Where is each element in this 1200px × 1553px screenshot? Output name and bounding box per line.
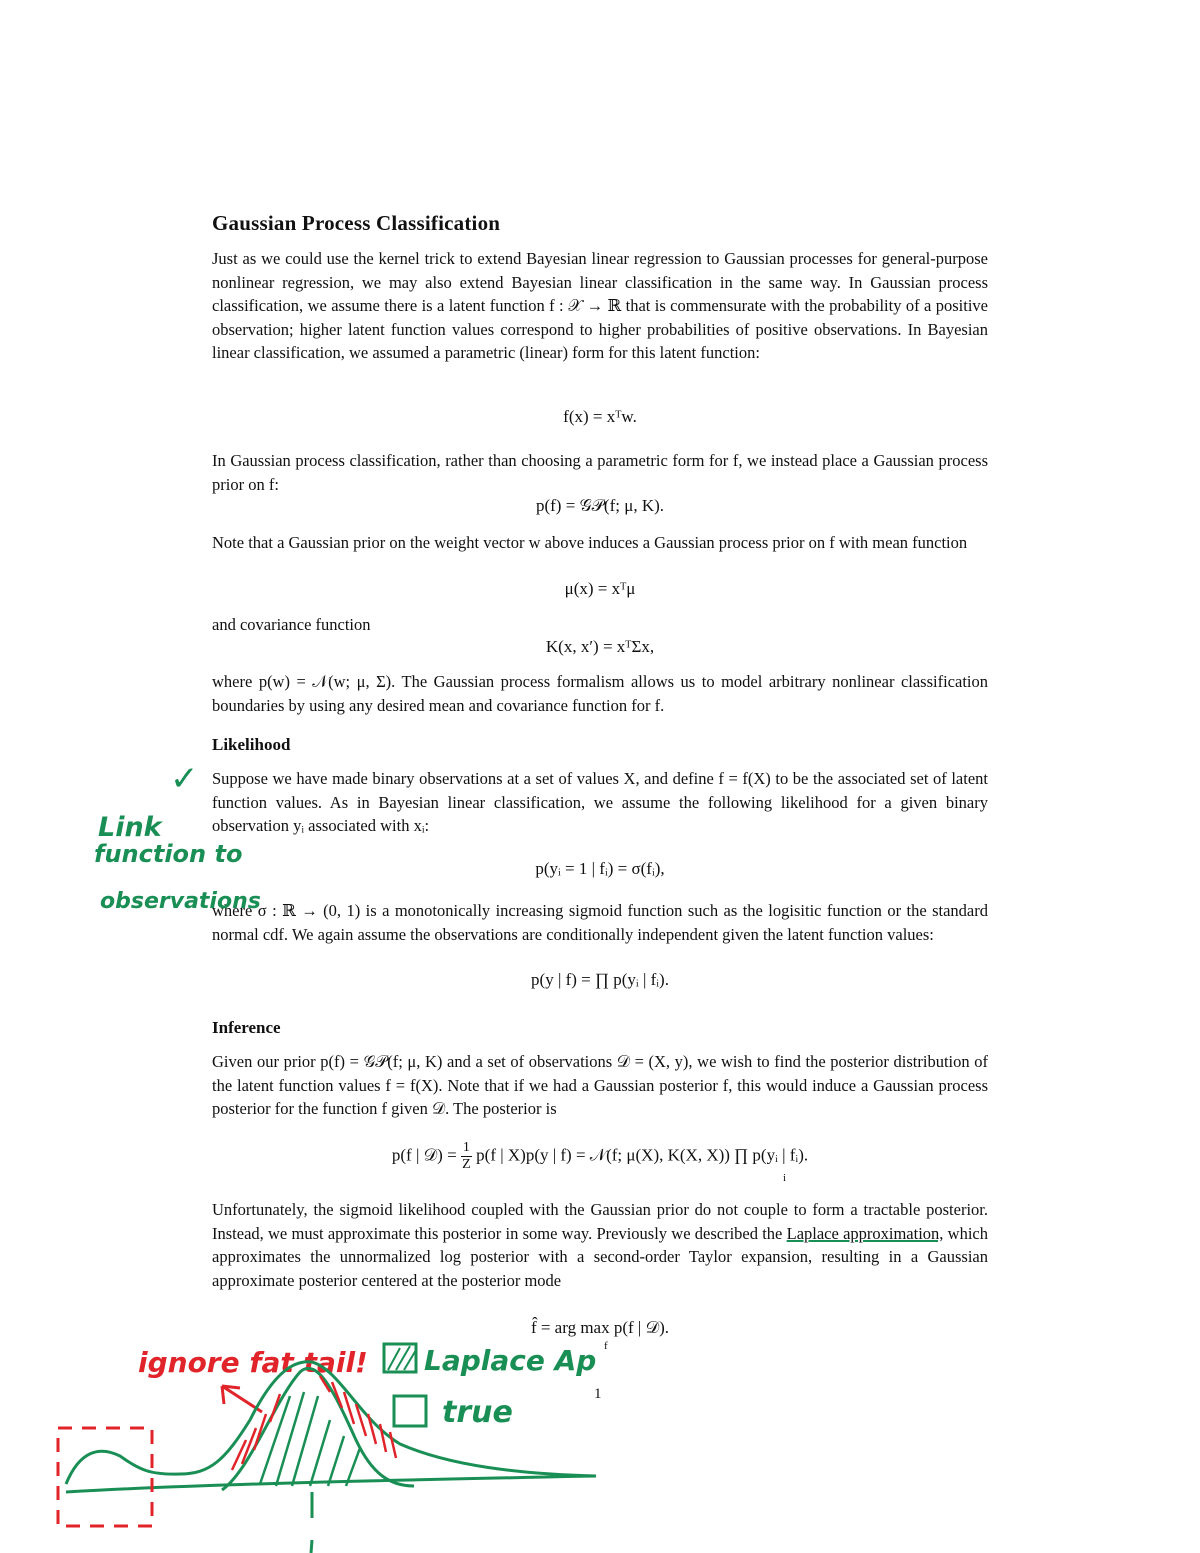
laplace-approx-curve xyxy=(222,1368,414,1490)
laplace-hatch xyxy=(260,1392,360,1486)
sigmoid-paragraph: where σ : ℝ → (0, 1) is a monotonically increasing sigmoid function such as the logisitic function or the standard normal cdf. We again assume the observations are conditionally independent given the latent function values: xyxy=(212,901,988,944)
mode-marker xyxy=(311,1492,312,1553)
weight-prior-paragraph: Note that a Gaussian prior on the weight vector w above induces a Gaussian process prior on f with mean function xyxy=(212,533,968,552)
inference-paragraph: Given our prior p(f) = 𝒢𝒫(f; μ, K) and a set of observations 𝒟 = (X, y), we wish to find the posterior distribution of the latent function values f = f(X). Note that if we had a Gaussian posterior f, this would induce a Gaussian process posterior for the function f given 𝒟. The posterior is xyxy=(212,1052,988,1119)
true-posterior-curve xyxy=(66,1362,596,1484)
posterior-normalizer-fraction xyxy=(461,1140,472,1173)
margin-note-link: Link xyxy=(98,812,162,843)
gp-prior-paragraph: In Gaussian process classification, rather than choosing a parametric form for f, we instead place a Gaussian process prior on f: xyxy=(212,451,988,494)
arrow-icon xyxy=(222,1386,262,1412)
page-number: 1 xyxy=(594,1386,602,1402)
fat-tail-dashed-box xyxy=(58,1428,152,1526)
argmax-subscript: f xyxy=(604,1340,608,1352)
equation-covariance-function: K(x, x′) = xᵀΣx, xyxy=(545,637,655,656)
ignore-fat-tail-note: ignore fat tail! xyxy=(138,1346,368,1379)
approximation-text-end: which approximates the unnormalized log posterior with a second-order Taylor expansion, resulting in a Gaussian approximate posterior centered at the posterior mode xyxy=(212,1223,989,1290)
product-subscript: i xyxy=(783,1172,787,1184)
equation-posterior xyxy=(212,1140,988,1184)
legend-true-box-icon xyxy=(394,1396,426,1426)
likelihood-paragraph: Suppose we have made binary observations at a set of values X, and define f = f(X) to be the associated set of latent function values. As in Bayesian linear classification, we assume the following likelihood for a given binary observation yᵢ associated with xᵢ: xyxy=(212,769,988,836)
covariance-intro-text: and covariance function xyxy=(212,615,371,634)
approximation-text-start: Unfortunately, the sigmoid likelihood coupled with the Gaussian prior do not couple to form a tractable posterior. Instead, we must approximate this posterior in some way. Previously we described the xyxy=(212,1200,988,1243)
legend-laplace-box-icon xyxy=(384,1344,416,1372)
equation-likelihood: p(yᵢ = 1 | fᵢ) = σ(fᵢ), xyxy=(535,859,665,878)
fraction-denominator: Z xyxy=(462,1157,471,1172)
sketch-axis xyxy=(66,1476,596,1492)
laplace-approximation-link[interactable]: Laplace approximation, xyxy=(786,1223,944,1243)
equation-latent-linear: f(x) = xᵀw. xyxy=(563,407,637,426)
legend-true-label: true xyxy=(442,1395,513,1430)
approximation-paragraph xyxy=(212,1198,988,1292)
intro-paragraph: Just as we could use the kernel trick to extend Bayesian linear regression to Gaussian processes for general-purpose nonlinear regression, we may also extend Bayesian linear classification in the same way. In Gaussian process classification, we assume there is a latent function f : 𝒳 → ℝ that is commensurate with the probability of a positive observation; higher latent function values correspond to higher probabilities of positive observations. In Bayesian linear classification, we assumed a parametric (linear) form for this latent function: xyxy=(212,249,988,363)
fraction-numerator: 1 xyxy=(462,1140,470,1155)
gp-formalism-paragraph: where p(w) = 𝒩(w; μ, Σ). The Gaussian process formalism allows us to model arbitrary nonlinear classification boundaries by using any desired mean and covariance function for f. xyxy=(212,672,988,715)
inference-heading: Inference xyxy=(212,1018,281,1037)
equation-mean-function: μ(x) = xᵀμ xyxy=(564,579,636,598)
legend-hatch-icon xyxy=(388,1346,416,1370)
likelihood-heading: Likelihood xyxy=(212,735,291,754)
difference-hatch xyxy=(232,1376,396,1470)
equation-gp-prior: p(f) = 𝒢𝒫(f; μ, K). xyxy=(535,496,665,515)
margin-note-observations: observations xyxy=(100,889,261,914)
page-title: Gaussian Process Classification xyxy=(212,211,501,235)
posterior-rhs: p(f | X)p(y | f) = 𝒩(f; μ(X), K(X, X)) ∏ p(yᵢ | fᵢ). xyxy=(476,1145,809,1165)
equation-conditional-independence: p(y | f) = ∏ p(yᵢ | fᵢ). xyxy=(531,970,669,989)
margin-note-function: function to xyxy=(94,840,243,868)
check-mark-icon: ✓ xyxy=(170,759,199,799)
legend-laplace-label: Laplace Ap xyxy=(424,1344,597,1377)
posterior-lhs: p(f | 𝒟) = xyxy=(391,1145,457,1165)
equation-posterior-mode: f̂ = arg max p(f | 𝒟). xyxy=(530,1318,670,1337)
